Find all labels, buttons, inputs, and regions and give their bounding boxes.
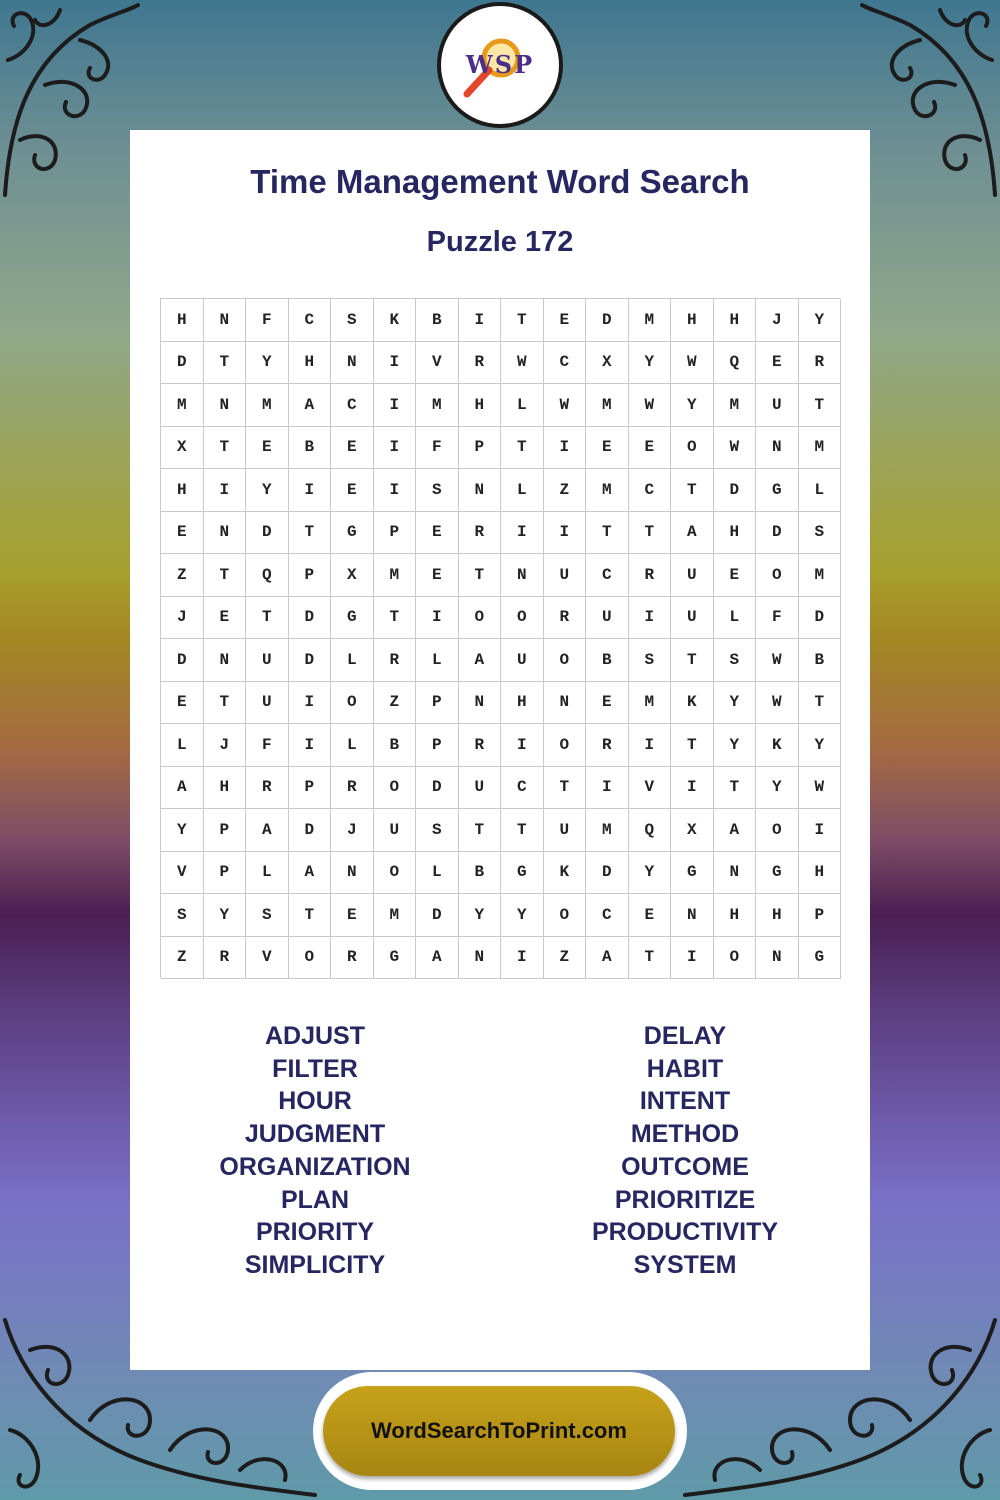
grid-cell[interactable]: I (586, 767, 629, 810)
grid-cell[interactable]: E (714, 554, 757, 597)
grid-cell[interactable]: D (289, 809, 332, 852)
grid-cell[interactable]: P (289, 554, 332, 597)
grid-cell[interactable]: V (416, 342, 459, 385)
grid-cell[interactable]: S (714, 639, 757, 682)
grid-cell[interactable]: R (459, 724, 502, 767)
grid-cell[interactable]: H (459, 384, 502, 427)
grid-cell[interactable]: I (671, 937, 714, 980)
grid-cell[interactable]: T (501, 427, 544, 470)
grid-cell[interactable]: W (544, 384, 587, 427)
grid-cell[interactable]: Y (629, 342, 672, 385)
word-item: JUDGMENT (244, 1120, 386, 1149)
grid-cell[interactable]: L (501, 469, 544, 512)
grid-cell[interactable]: Z (544, 937, 587, 980)
puzzle-number: Puzzle 172 (426, 226, 574, 258)
grid-cell[interactable]: T (586, 512, 629, 555)
grid-cell[interactable]: Z (374, 682, 417, 725)
grid-cell[interactable]: M (374, 554, 417, 597)
grid-cell[interactable]: E (756, 342, 799, 385)
word-item: METHOD (630, 1120, 740, 1149)
grid-cell[interactable]: E (331, 894, 374, 937)
grid-cell[interactable]: J (331, 809, 374, 852)
grid-cell[interactable]: T (671, 639, 714, 682)
grid-cell[interactable]: O (289, 937, 332, 980)
grid-cell[interactable]: S (246, 894, 289, 937)
grid-cell[interactable]: N (459, 682, 502, 725)
grid-cell[interactable]: Y (671, 384, 714, 427)
grid-cell[interactable]: H (714, 299, 757, 342)
grid-cell[interactable]: Y (501, 894, 544, 937)
grid-cell[interactable]: J (161, 597, 204, 640)
grid-cell[interactable]: I (374, 384, 417, 427)
grid-cell[interactable]: M (161, 384, 204, 427)
grid-cell[interactable]: D (586, 852, 629, 895)
grid-cell[interactable]: K (671, 682, 714, 725)
grid-cell[interactable]: H (204, 767, 247, 810)
grid-cell[interactable]: G (756, 469, 799, 512)
grid-cell[interactable]: I (629, 597, 672, 640)
grid-cell[interactable]: R (331, 937, 374, 980)
grid-cell[interactable]: G (671, 852, 714, 895)
grid-cell[interactable]: H (671, 299, 714, 342)
grid-cell[interactable]: A (714, 809, 757, 852)
grid-cell[interactable]: U (671, 597, 714, 640)
grid-cell[interactable]: N (671, 894, 714, 937)
grid-cell[interactable]: D (289, 639, 332, 682)
grid-cell[interactable]: O (756, 809, 799, 852)
grid-cell[interactable]: A (161, 767, 204, 810)
grid-cell[interactable]: A (416, 937, 459, 980)
grid-cell[interactable]: Y (459, 894, 502, 937)
word-item: PRODUCTIVITY (591, 1218, 779, 1247)
grid-cell[interactable]: N (756, 427, 799, 470)
grid-cell[interactable]: F (416, 427, 459, 470)
grid-cell[interactable]: T (544, 767, 587, 810)
grid-cell[interactable]: Y (246, 469, 289, 512)
grid-cell[interactable]: F (756, 597, 799, 640)
grid-cell[interactable]: M (586, 469, 629, 512)
grid-cell[interactable]: A (459, 639, 502, 682)
grid-cell[interactable]: E (204, 597, 247, 640)
grid-cell[interactable]: T (459, 809, 502, 852)
grid-cell[interactable]: T (459, 554, 502, 597)
letter-grid (160, 298, 840, 978)
grid-cell[interactable]: D (756, 512, 799, 555)
grid-cell[interactable]: R (799, 342, 842, 385)
grid-cell[interactable]: B (289, 427, 332, 470)
grid-cell[interactable]: B (416, 299, 459, 342)
grid-cell[interactable]: L (799, 469, 842, 512)
grid-cell[interactable]: N (204, 512, 247, 555)
grid-cell[interactable]: I (629, 724, 672, 767)
grid-cell[interactable]: C (501, 767, 544, 810)
grid-cell[interactable]: E (416, 554, 459, 597)
grid-cell[interactable]: T (714, 767, 757, 810)
grid-cell[interactable]: E (586, 682, 629, 725)
grid-cell[interactable]: E (629, 894, 672, 937)
grid-cell[interactable]: H (714, 894, 757, 937)
grid-cell[interactable]: D (289, 597, 332, 640)
grid-cell[interactable]: K (374, 299, 417, 342)
grid-cell[interactable]: I (416, 597, 459, 640)
grid-cell[interactable]: F (246, 299, 289, 342)
site-link-button[interactable] (323, 1386, 675, 1476)
grid-cell[interactable]: I (671, 767, 714, 810)
grid-cell[interactable]: V (161, 852, 204, 895)
word-item: FILTER (272, 1054, 358, 1083)
grid-cell[interactable]: Y (161, 809, 204, 852)
grid-cell[interactable]: U (459, 767, 502, 810)
grid-cell[interactable]: A (246, 809, 289, 852)
grid-cell[interactable]: L (416, 639, 459, 682)
grid-cell[interactable]: R (374, 639, 417, 682)
puzzle-card (130, 130, 870, 1370)
grid-cell[interactable]: Z (544, 469, 587, 512)
grid-cell[interactable]: A (586, 937, 629, 980)
grid-cell[interactable]: D (416, 767, 459, 810)
grid-cell[interactable]: X (161, 427, 204, 470)
grid-cell[interactable]: U (246, 682, 289, 725)
grid-cell[interactable]: P (374, 512, 417, 555)
word-item: DELAY (643, 1022, 727, 1050)
grid-cell[interactable]: N (204, 299, 247, 342)
grid-cell[interactable]: A (289, 852, 332, 895)
grid-cell[interactable]: L (331, 639, 374, 682)
grid-cell[interactable]: M (586, 384, 629, 427)
grid-cell[interactable]: I (204, 469, 247, 512)
grid-cell[interactable]: T (289, 894, 332, 937)
grid-cell[interactable]: W (799, 767, 842, 810)
grid-cell[interactable]: R (246, 767, 289, 810)
grid-cell[interactable]: H (756, 894, 799, 937)
grid-cell[interactable]: N (459, 469, 502, 512)
grid-cell[interactable]: L (416, 852, 459, 895)
grid-cell[interactable]: S (161, 894, 204, 937)
ornament-top-right-icon (860, 0, 1000, 200)
grid-cell[interactable]: I (501, 724, 544, 767)
grid-cell[interactable]: N (544, 682, 587, 725)
grid-cell[interactable]: O (374, 852, 417, 895)
grid-cell[interactable]: O (374, 767, 417, 810)
word-item: PLAN (280, 1185, 350, 1214)
grid-cell[interactable]: Y (799, 724, 842, 767)
grid-cell[interactable]: Y (629, 852, 672, 895)
word-item: SIMPLICITY (244, 1250, 386, 1279)
grid-cell[interactable]: H (289, 342, 332, 385)
grid-cell[interactable]: M (629, 299, 672, 342)
grid-cell[interactable]: L (246, 852, 289, 895)
grid-cell[interactable]: N (459, 937, 502, 980)
grid-cell[interactable]: F (246, 724, 289, 767)
grid-cell[interactable]: U (501, 639, 544, 682)
grid-cell[interactable]: M (586, 809, 629, 852)
grid-cell[interactable]: R (544, 597, 587, 640)
grid-cell[interactable]: T (374, 597, 417, 640)
grid-cell[interactable]: G (331, 512, 374, 555)
grid-cell[interactable]: J (756, 299, 799, 342)
grid-cell[interactable]: P (289, 767, 332, 810)
grid-cell[interactable]: O (501, 597, 544, 640)
grid-cell[interactable]: I (544, 512, 587, 555)
grid-cell[interactable]: T (629, 512, 672, 555)
grid-cell[interactable]: T (204, 342, 247, 385)
grid-cell[interactable]: U (246, 639, 289, 682)
grid-cell[interactable]: E (586, 427, 629, 470)
grid-cell[interactable]: R (629, 554, 672, 597)
grid-cell[interactable]: T (799, 682, 842, 725)
grid-cell[interactable]: I (501, 512, 544, 555)
grid-cell[interactable]: T (289, 512, 332, 555)
grid-cell[interactable]: X (671, 809, 714, 852)
grid-cell[interactable]: C (629, 469, 672, 512)
grid-cell[interactable]: Q (246, 554, 289, 597)
grid-cell[interactable]: B (799, 639, 842, 682)
ornament-top-left-icon (0, 0, 140, 200)
grid-cell[interactable]: J (204, 724, 247, 767)
grid-cell[interactable]: X (331, 554, 374, 597)
grid-cell[interactable]: B (374, 724, 417, 767)
grid-cell[interactable]: E (629, 427, 672, 470)
grid-cell[interactable]: T (204, 682, 247, 725)
grid-cell[interactable]: R (204, 937, 247, 980)
grid-cell[interactable]: V (629, 767, 672, 810)
grid-cell[interactable]: E (331, 469, 374, 512)
grid-cell[interactable]: W (714, 427, 757, 470)
site-banner (313, 1372, 687, 1490)
grid-cell[interactable]: Z (161, 554, 204, 597)
grid-cell[interactable]: O (671, 427, 714, 470)
word-item: PRIORITY (255, 1218, 375, 1247)
grid-cell[interactable]: P (416, 724, 459, 767)
grid-cell[interactable]: I (459, 299, 502, 342)
grid-cell[interactable]: L (714, 597, 757, 640)
grid-cell[interactable]: W (756, 682, 799, 725)
grid-cell[interactable]: P (204, 852, 247, 895)
grid-cell[interactable]: O (331, 682, 374, 725)
grid-cell[interactable]: U (544, 809, 587, 852)
grid-cell[interactable]: E (161, 512, 204, 555)
grid-cell[interactable]: D (416, 894, 459, 937)
grid-cell[interactable]: M (799, 554, 842, 597)
grid-cell[interactable]: H (161, 469, 204, 512)
grid-cell[interactable]: I (289, 682, 332, 725)
grid-cell[interactable]: X (586, 342, 629, 385)
grid-cell[interactable]: N (756, 937, 799, 980)
grid-cell[interactable]: N (331, 342, 374, 385)
grid-cell[interactable]: M (714, 384, 757, 427)
grid-cell[interactable]: T (629, 937, 672, 980)
grid-cell[interactable]: H (714, 512, 757, 555)
grid-cell[interactable]: N (204, 384, 247, 427)
grid-cell[interactable]: Y (756, 767, 799, 810)
page-title: Time Management Word Search (250, 163, 750, 200)
grid-cell[interactable]: H (799, 852, 842, 895)
grid-cell[interactable]: A (289, 384, 332, 427)
grid-cell[interactable]: I (374, 342, 417, 385)
grid-cell[interactable]: B (586, 639, 629, 682)
grid-cell[interactable]: N (501, 554, 544, 597)
grid-cell[interactable]: T (671, 724, 714, 767)
grid-cell[interactable]: I (374, 427, 417, 470)
grid-cell[interactable]: R (459, 512, 502, 555)
grid-cell[interactable]: Q (714, 342, 757, 385)
grid-cell[interactable]: Y (204, 894, 247, 937)
grid-cell[interactable]: I (544, 427, 587, 470)
grid-cell[interactable]: Q (629, 809, 672, 852)
grid-cell[interactable]: C (586, 554, 629, 597)
grid-cell[interactable]: R (586, 724, 629, 767)
grid-cell[interactable]: G (756, 852, 799, 895)
grid-cell[interactable]: H (161, 299, 204, 342)
grid-cell[interactable]: D (161, 639, 204, 682)
grid-cell[interactable]: T (204, 427, 247, 470)
grid-cell[interactable]: A (671, 512, 714, 555)
grid-cell[interactable]: Y (246, 342, 289, 385)
grid-cell[interactable]: G (799, 937, 842, 980)
word-list-left (130, 1020, 500, 1282)
word-item: ADJUST (264, 1022, 365, 1050)
word-item: ORGANIZATION (219, 1152, 411, 1181)
grid-cell[interactable]: P (799, 894, 842, 937)
logo-text: WSP (465, 50, 535, 79)
word-item: HOUR (278, 1087, 352, 1116)
grid-cell[interactable]: K (544, 852, 587, 895)
grid-cell[interactable]: R (331, 767, 374, 810)
grid-cell[interactable]: M (629, 682, 672, 725)
grid-cell[interactable]: K (756, 724, 799, 767)
word-item: HABIT (646, 1054, 724, 1083)
logo-badge (441, 6, 559, 124)
grid-cell[interactable]: B (459, 852, 502, 895)
grid-cell[interactable]: E (161, 682, 204, 725)
grid-cell[interactable]: I (289, 469, 332, 512)
grid-cell[interactable]: O (544, 894, 587, 937)
grid-cell[interactable]: N (331, 852, 374, 895)
grid-cell[interactable]: O (544, 639, 587, 682)
grid-cell[interactable]: C (586, 894, 629, 937)
grid-cell[interactable]: S (799, 512, 842, 555)
grid-cell[interactable]: D (714, 469, 757, 512)
grid-cell[interactable]: R (459, 342, 502, 385)
grid-cell[interactable]: D (246, 512, 289, 555)
grid-cell[interactable]: S (629, 639, 672, 682)
grid-cell[interactable]: H (501, 682, 544, 725)
grid-cell[interactable]: T (204, 554, 247, 597)
grid-cell[interactable]: P (459, 427, 502, 470)
grid-cell[interactable]: T (501, 809, 544, 852)
grid-cell[interactable]: C (331, 384, 374, 427)
grid-cell[interactable]: T (501, 299, 544, 342)
grid-cell[interactable]: U (756, 384, 799, 427)
grid-cell[interactable]: M (246, 384, 289, 427)
grid-cell[interactable]: W (501, 342, 544, 385)
grid-cell[interactable]: P (204, 809, 247, 852)
grid-cell[interactable]: D (586, 299, 629, 342)
grid-cell[interactable]: N (204, 639, 247, 682)
grid-cell[interactable]: Z (161, 937, 204, 980)
grid-cell[interactable]: T (246, 597, 289, 640)
grid-cell[interactable]: I (289, 724, 332, 767)
grid-cell[interactable]: O (714, 937, 757, 980)
grid-cell[interactable]: M (374, 894, 417, 937)
grid-cell[interactable]: I (799, 809, 842, 852)
grid-cell[interactable]: D (161, 342, 204, 385)
grid-cell[interactable]: C (544, 342, 587, 385)
grid-cell[interactable]: U (544, 554, 587, 597)
grid-cell[interactable]: L (501, 384, 544, 427)
grid-cell[interactable]: S (331, 299, 374, 342)
word-item: PRIORITIZE (614, 1185, 756, 1214)
grid-cell[interactable]: T (799, 384, 842, 427)
word-item: INTENT (639, 1087, 731, 1116)
grid-cell[interactable]: Y (714, 724, 757, 767)
grid-cell[interactable]: G (501, 852, 544, 895)
grid-cell[interactable]: D (799, 597, 842, 640)
grid-cell[interactable]: Y (714, 682, 757, 725)
grid-cell[interactable]: Y (799, 299, 842, 342)
grid-cell[interactable]: I (501, 937, 544, 980)
grid-cell[interactable]: E (246, 427, 289, 470)
grid-cell[interactable]: O (544, 724, 587, 767)
grid-cell[interactable]: G (331, 597, 374, 640)
grid-cell[interactable]: O (459, 597, 502, 640)
grid-cell[interactable]: I (374, 469, 417, 512)
grid-cell[interactable]: W (671, 342, 714, 385)
grid-cell[interactable]: S (416, 809, 459, 852)
grid-cell[interactable]: M (416, 384, 459, 427)
grid-cell[interactable]: L (331, 724, 374, 767)
grid-cell[interactable]: W (629, 384, 672, 427)
grid-cell[interactable]: U (671, 554, 714, 597)
grid-cell[interactable]: V (246, 937, 289, 980)
word-item: OUTCOME (621, 1152, 749, 1181)
grid-cell[interactable]: E (331, 427, 374, 470)
grid-cell[interactable]: O (756, 554, 799, 597)
grid-cell[interactable]: L (161, 724, 204, 767)
grid-cell[interactable]: G (374, 937, 417, 980)
grid-cell[interactable]: E (544, 299, 587, 342)
grid-cell[interactable]: U (374, 809, 417, 852)
site-logo[interactable] (437, 2, 563, 128)
grid-cell[interactable]: M (799, 427, 842, 470)
site-url: WordSearchToPrint.com (371, 1418, 627, 1443)
grid-cell[interactable]: T (671, 469, 714, 512)
word-item: SYSTEM (633, 1250, 737, 1279)
grid-cell[interactable]: S (416, 469, 459, 512)
grid-cell[interactable]: N (714, 852, 757, 895)
word-list-right (500, 1020, 870, 1282)
grid-cell[interactable]: W (756, 639, 799, 682)
grid-cell[interactable]: U (586, 597, 629, 640)
grid-cell[interactable]: P (416, 682, 459, 725)
grid-cell[interactable]: E (416, 512, 459, 555)
grid-cell[interactable]: C (289, 299, 332, 342)
